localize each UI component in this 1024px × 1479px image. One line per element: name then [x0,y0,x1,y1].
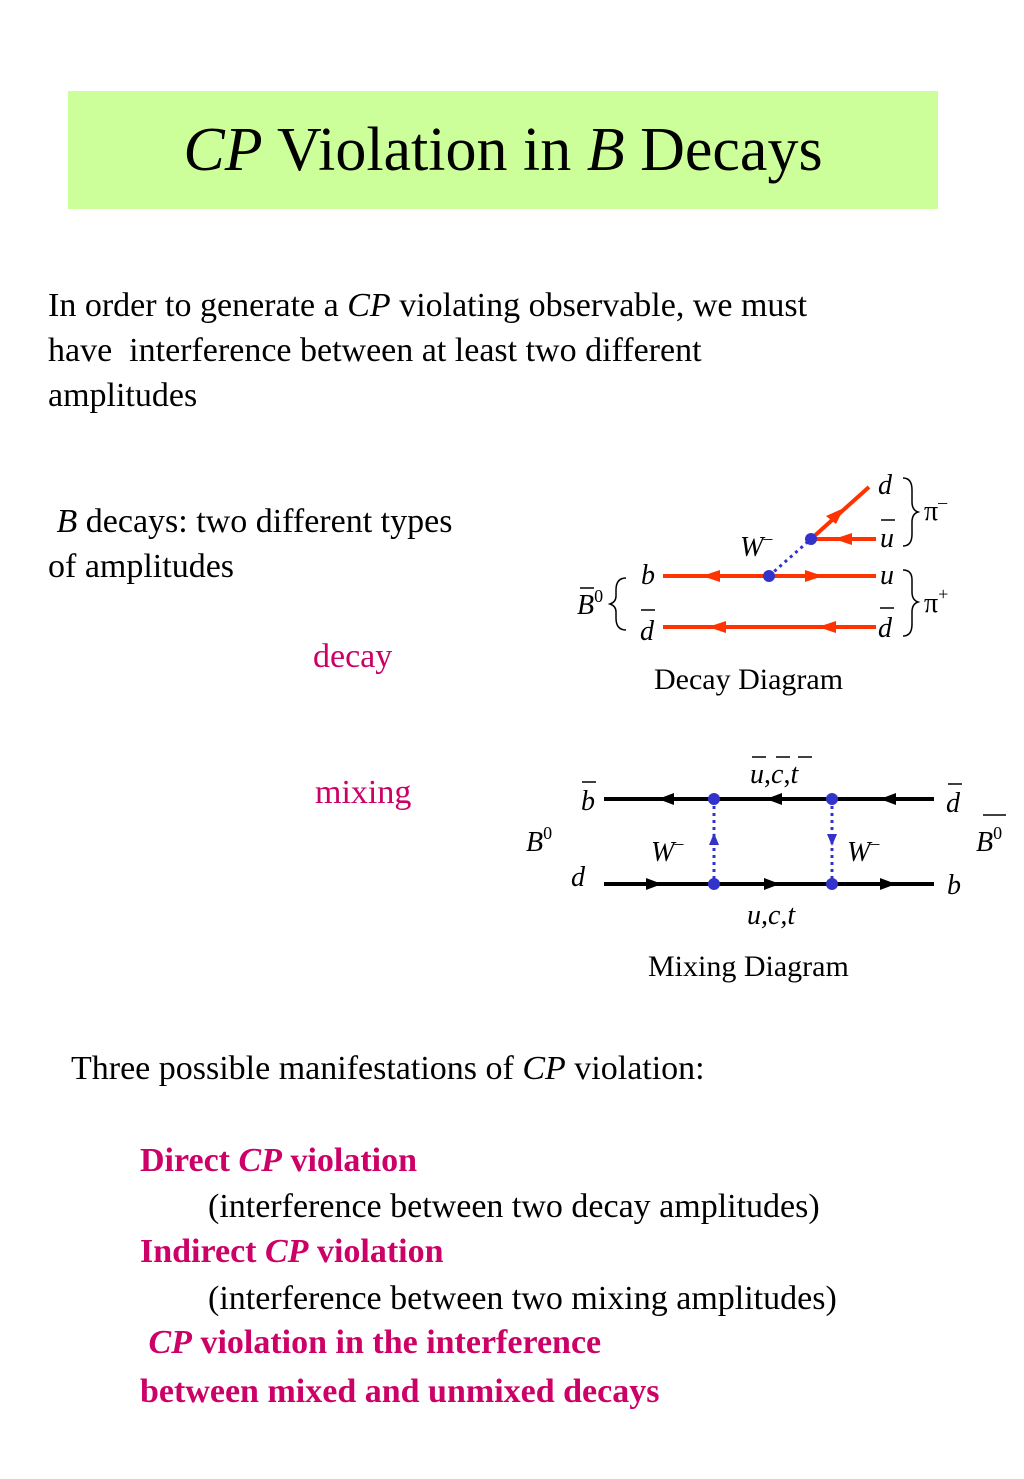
right-brace-icon [903,570,918,636]
intro-line-3: amplitudes [48,377,198,414]
intro-line-1 [48,283,948,328]
b0-in-label: $B^0$ [526,823,553,858]
title-banner [68,91,938,209]
b0bar-out-label: $B^0$ [976,823,1003,858]
arrow-right-icon [646,878,662,890]
dbar-quark-out-label: d [878,613,892,644]
arrow-left-icon [880,793,896,805]
title-cp: CP [183,116,263,184]
mixing-diagram [515,745,1015,945]
types-text: decays: two different types [77,503,453,540]
intro-text: In order to generate a [48,287,348,324]
arrow-left-icon [708,621,726,633]
pi-minus-label: π– [924,492,948,527]
types-line-2: of amplitudes [48,548,235,585]
types-line-1 [48,499,528,544]
internal-antiquarks-label: u,c,t [750,759,799,790]
arrow-right-icon [702,570,720,582]
manifestations-heading [71,1050,705,1088]
indirect-text: Indirect [140,1233,265,1270]
w-minus-label: W– [740,528,773,563]
arrow-left-icon [658,793,674,805]
indirect-cp: CP [264,1233,309,1270]
b0bar-label: $B^0$ [577,586,604,621]
types-b: B [56,503,78,540]
page-title [183,116,823,184]
b-quark-out-label: b [947,870,961,901]
direct-cp: CP [238,1142,282,1179]
internal-quarks-label: u,c,t [747,900,796,931]
right-brace-icon [903,478,918,546]
title-text-2: Decays [624,116,823,184]
indirect-cp-description: (interference between two mixing amplitudes) [208,1280,837,1317]
direct-cp-description: (interference between two decay amplitudes) [208,1188,820,1225]
interference-cp-heading-line-2: between mixed and unmixed decays [140,1373,660,1410]
b-quark-label: b [641,560,655,591]
intro-line-2: have interference between at least two different [48,332,702,369]
arrow-right-icon [764,878,780,890]
vertex-dot [805,533,817,545]
vertex-dot [708,793,720,805]
decay-label: decay [313,638,393,675]
ubar-quark-label: u [880,523,894,554]
u-quark-label: u [880,560,894,591]
vertex-dot [826,793,838,805]
d-quark-out-label: d [878,470,892,501]
interference-cp-heading [140,1324,601,1362]
vertex-dot [708,878,720,890]
d-quark-in-label: d [571,862,585,893]
arrow-right-icon [805,570,823,582]
amplitude-types-text [48,499,528,589]
mixing-label: mixing [315,774,412,811]
decay-diagram-caption: Decay Diagram [654,663,844,696]
direct-cp-heading [140,1142,417,1180]
arrow-right-icon [880,878,896,890]
w-minus-right-label: W– [847,833,880,868]
intro-cp: CP [347,287,391,324]
arrow-left-icon [766,793,782,805]
dbar-quark-label: d [640,616,654,647]
heading-text: Three possible manifestations of [71,1050,523,1087]
indirect-text: violation [308,1233,444,1270]
dbar-quark-out-label: d [946,788,960,819]
indirect-cp-heading [140,1233,444,1271]
heading-cp: CP [522,1050,566,1087]
arrow-down-icon [827,834,837,846]
heading-text: violation: [565,1050,705,1087]
title-b: B [586,116,625,184]
arrow-left-icon [834,533,852,545]
arrow-left-icon [818,621,836,633]
bbar-quark-label: b [581,786,595,817]
arrow-up-icon [709,833,719,845]
w-minus-left-label: W– [651,833,684,868]
vertex-dot [826,878,838,890]
direct-text: Direct [140,1142,239,1179]
intro-paragraph [48,283,948,418]
title-text-1: Violation in [262,116,587,184]
vertex-dot [763,570,775,582]
mixing-diagram-caption: Mixing Diagram [648,950,849,983]
left-brace-icon [610,578,626,630]
intro-text: violating observable, we must [390,287,808,324]
interference-text: violation in the interference [191,1324,602,1361]
w-boson-line [769,539,811,576]
interference-cp: CP [148,1324,192,1361]
direct-text: violation [281,1142,418,1179]
pi-plus-label: π+ [924,584,949,619]
